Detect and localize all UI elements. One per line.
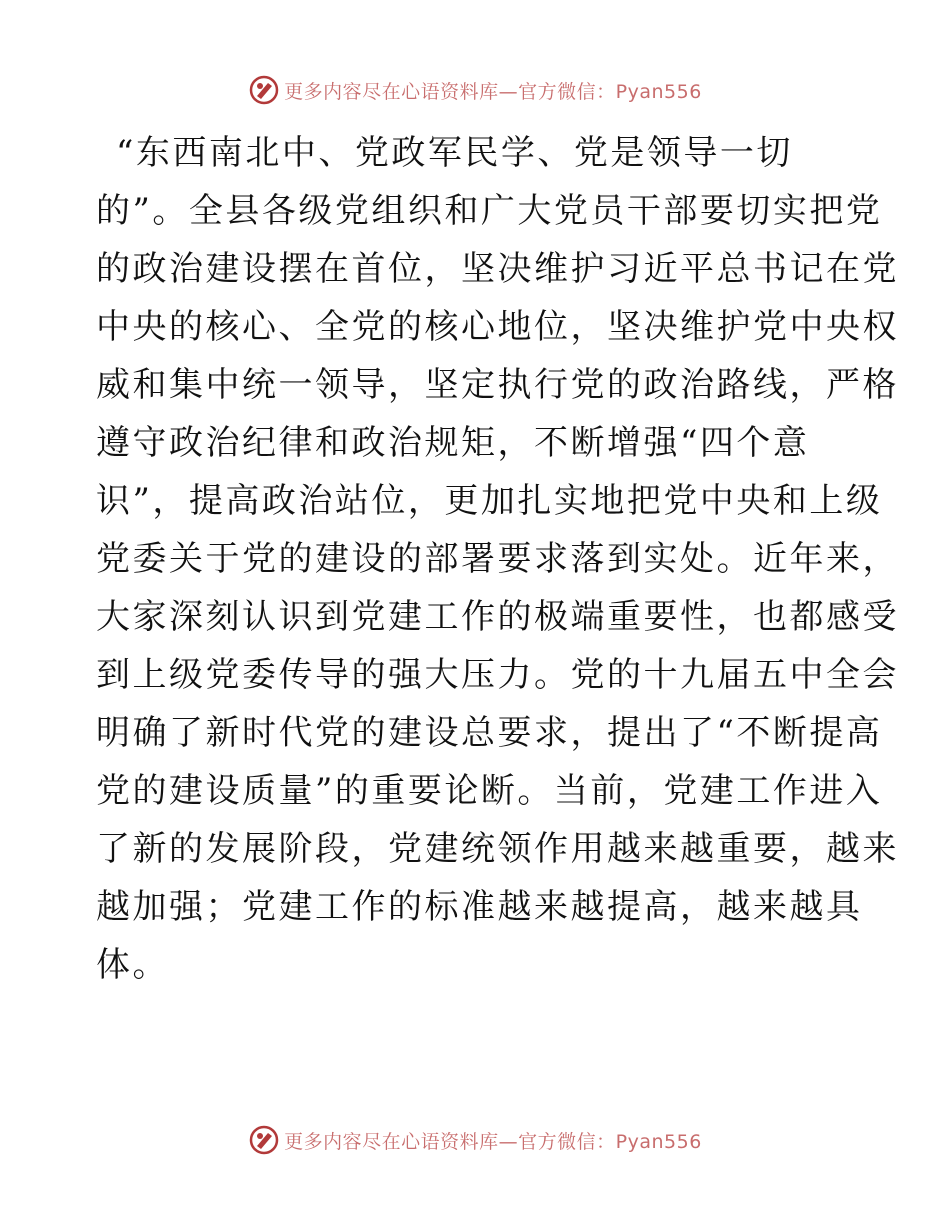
paragraph-line: 的政治建设摆在首位，坚决维护习近平总书记在党 xyxy=(96,249,899,289)
paragraph-line: 明确了新时代党的建设总要求，提出了“不断提高 xyxy=(96,713,883,753)
paragraph-line: 识”，提高政治站位，更加扎实地把党中央和上级 xyxy=(96,481,883,521)
paragraph-line: 的”。全县各级党组织和广大党员干部要切实把党 xyxy=(96,191,883,231)
paragraph-line: 了新的发展阶段，党建统领作用越来越重要，越来 xyxy=(96,829,899,869)
paragraph-line: 越加强；党建工作的标准越来越提高，越来越具 xyxy=(96,887,863,927)
watermark-text: 更多内容尽在心语资料库—官方微信：Pyan556 xyxy=(284,80,702,103)
paragraph-line: “东西南北中、党政军民学、党是领导一切 xyxy=(116,133,793,173)
logo-icon xyxy=(248,1124,280,1156)
footer-watermark xyxy=(0,1120,950,1160)
paragraph-line: 遵守政治纪律和政治规矩，不断增强“四个意 xyxy=(96,423,810,463)
paragraph-line: 大家深刻认识到党建工作的极端重要性，也都感受 xyxy=(96,597,899,637)
paragraph-line: 党的建设质量”的重要论断。当前，党建工作进入 xyxy=(96,771,883,811)
paragraph-line: 到上级党委传导的强大压力。党的十九届五中全会 xyxy=(96,655,899,695)
paragraph-line: 中央的核心、全党的核心地位，坚决维护党中央权 xyxy=(96,307,899,347)
document-paragraph xyxy=(96,124,899,994)
watermark-text: 更多内容尽在心语资料库—官方微信：Pyan556 xyxy=(284,1130,702,1153)
logo-icon xyxy=(248,74,280,106)
paragraph-line: 体。 xyxy=(96,945,169,985)
paragraph-line: 党委关于党的建设的部署要求落到实处。近年来， xyxy=(96,539,899,579)
paragraph-line: 威和集中统一领导，坚定执行党的政治路线，严格 xyxy=(96,365,899,405)
header-watermark xyxy=(0,70,950,110)
